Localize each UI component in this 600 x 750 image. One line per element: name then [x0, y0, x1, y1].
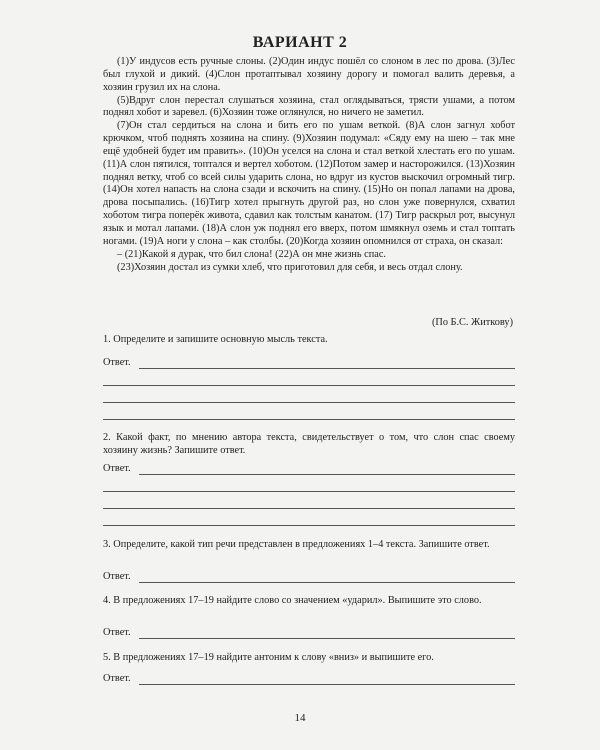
- task-question: 2. Какой факт, по мнению автора текста, свидетельствует о том, что слон спас своему хозяину жизнь? Запишите ответ.: [103, 432, 515, 456]
- text-paragraph: (23)Хозяин достал из сумки хлеб, что приготовил для себя, и весь отдал слону.: [117, 261, 463, 273]
- task-question: 3. Определите, какой тип речи представлен в предложениях 1–4 текста. Запишите ответ.: [103, 539, 490, 550]
- answer-line[interactable]: [103, 497, 515, 509]
- answer-label: Ответ.: [103, 357, 131, 368]
- task-5: [103, 651, 515, 664]
- answer-label: Ответ.: [103, 627, 131, 638]
- text-paragraph: (5)Вдруг слон перестал слушаться хозяина, стал оглядываться, трясти ушами, а потом поднял хобот и заревел. (6)Хозяин тоже оглянулся, но ничего не заметил.: [103, 94, 515, 119]
- answer-label: Ответ.: [103, 571, 131, 582]
- reading-text: [103, 56, 515, 274]
- text-paragraph: – (21)Какой я дурак, что бил слона! (22)А он мне жизнь спас.: [117, 248, 386, 260]
- answer-line[interactable]: [103, 673, 515, 685]
- text-source: (По Б.С. Житкову): [431, 317, 513, 328]
- answer-label: Ответ.: [103, 673, 131, 684]
- answer-line[interactable]: [103, 514, 515, 526]
- answer-line[interactable]: [103, 374, 515, 386]
- page-number: 14: [294, 712, 306, 724]
- task-4: [103, 594, 515, 607]
- task-question: 5. В предложениях 17–19 найдите антоним к слову «вниз» и выпишите его.: [103, 652, 434, 663]
- text-paragraph: (1)У индусов есть ручные слоны. (2)Один индус пошёл со слоном в лес по дрова. (3)Лес был глухой и дикий. (4)Слон протаптывал хозяину дорогу и помогал валить деревья, а хозяин грузил их на слона.: [103, 56, 515, 93]
- task-2: [103, 431, 515, 457]
- answer-line[interactable]: [103, 480, 515, 492]
- task-question: 4. В предложениях 17–19 найдите слово со значением «ударил». Выпишите это слово.: [103, 595, 482, 606]
- task-question: 1. Определите и запишите основную мысль текста.: [103, 334, 328, 345]
- answer-line[interactable]: [103, 357, 515, 369]
- answer-line[interactable]: [103, 463, 515, 475]
- task-3: [103, 538, 515, 551]
- answer-line[interactable]: [103, 627, 515, 639]
- answer-label: Ответ.: [103, 463, 131, 474]
- task-1: [103, 333, 515, 346]
- text-paragraph: (7)Он стал сердиться на слона и бить его по ушам веткой. (8)А слон загнул хобот крючком, чтоб поднять хозяина на спину. (9)Хозяин подумал: «Сяду ему на шею – так мне ещё удобней будет им править». (10)Он уселся на слона и стал веткой хлестать его по ушам. (11)А слон пятился, топтался и вертел хоботом. (12)Потом замер и насторожился. (13)Хозяин поднял ветку, чтоб со всей силы ударить слона, но вдруг из кустов выскочил огромный тигр. (14)Он хотел напасть на слона сзади и вскочить на спину. (15)Но он попал лапами на дрова, дрова посыпались. (16)Тигр хотел прыгнуть другой раз, но слон уже повернулся, схватил хоботом тигра поперёк живота, сдавил как толстым канатом. (17) Тигр раскрыл рот, высунул язык и мотал лапами. (18)А слон уж поднял его вверх, потом шмякнул оземь и стал топтать ногами. (19)А ноги у слона – как столбы. (20)Когда хозяин опомнился от страха, он сказал:: [103, 120, 515, 247]
- answer-line[interactable]: [103, 571, 515, 583]
- answer-line[interactable]: [103, 408, 515, 420]
- answer-line[interactable]: [103, 391, 515, 403]
- variant-title: ВАРИАНТ 2: [252, 34, 348, 51]
